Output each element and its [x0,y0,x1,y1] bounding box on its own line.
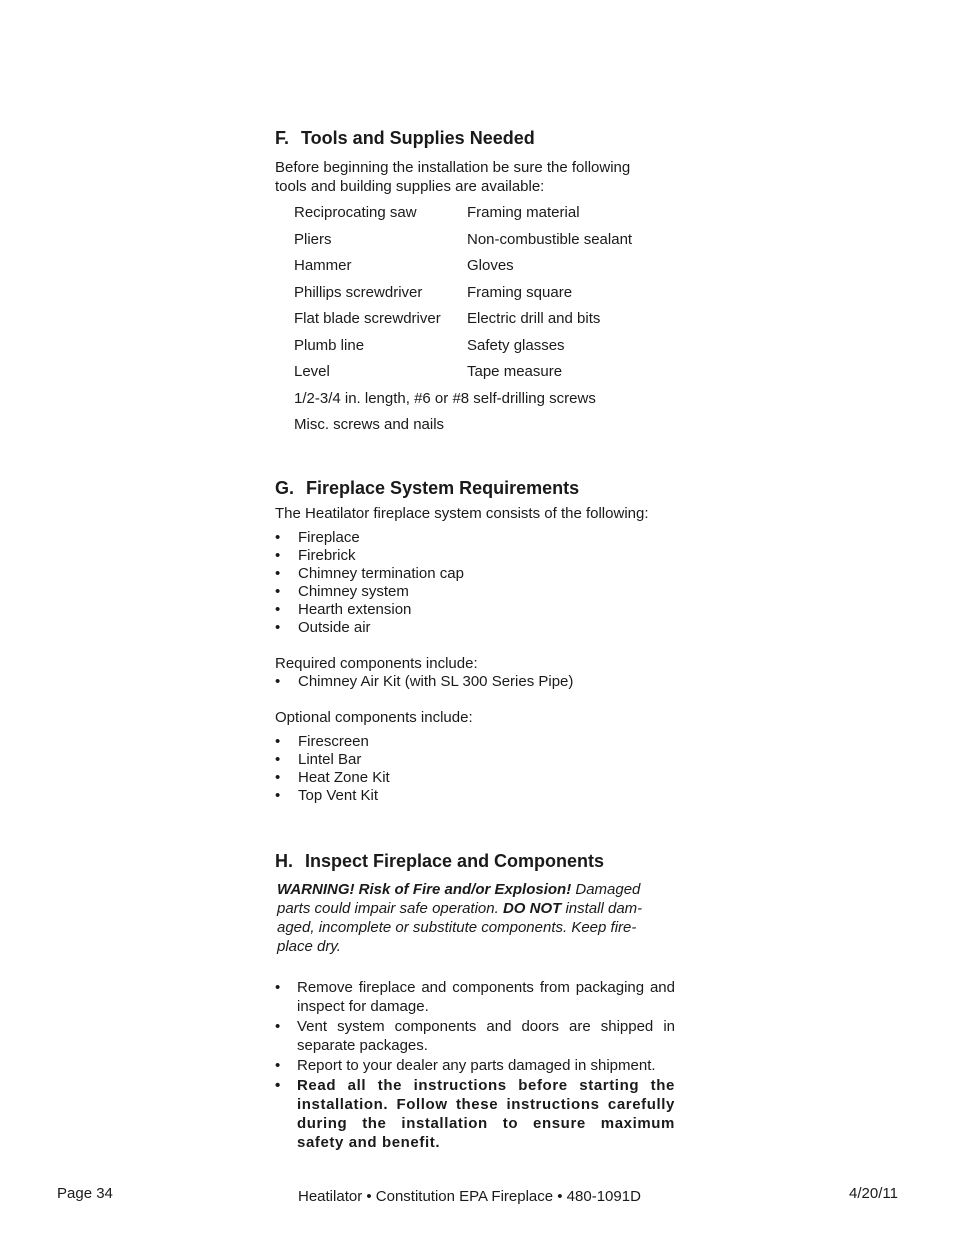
bullet: • [275,751,281,768]
list-item-text: Chimney system [298,583,409,600]
list-item [275,547,464,565]
bullet: • [275,583,281,600]
section-g-title: Fireplace System Requirements [306,478,580,498]
warning-label: WARNING! Risk of Fire and/or Explosion! [277,881,572,898]
tool-item: Pliers [294,230,332,248]
list-item-text: Heat Zone Kit [298,769,390,786]
list-item-text: Firebrick [298,547,356,564]
optional-label: Optional components include: [275,709,473,726]
tools-row [294,336,632,363]
list-item-text: Firescreen [298,733,369,750]
tool-item: Flat blade screwdriver [294,310,441,327]
bullet: • [275,787,281,804]
supply-item: Tape measure [467,363,563,380]
bullet: • [275,529,281,546]
list-item [275,583,464,601]
supply-item: Framing square [467,283,573,301]
warning-do-not: DO NOT [502,900,562,917]
required-label: Required components include: [275,655,478,672]
list-item-text: Lintel Bar [298,751,362,768]
list-item-text: Chimney termination cap [298,565,464,582]
list-item [275,751,390,769]
bullet: • [275,601,281,618]
section-g-letter: G. [275,478,295,498]
warning-text-1: Damaged parts could impair safe operation. [277,881,641,917]
required-items-list [275,673,573,691]
bullet: • [275,769,281,786]
inspect-list [275,978,675,1153]
list-item-text: Top Vent Kit [298,787,379,804]
list-item-text: Read all the instructions before starting the installation. Follow these instructions carefully during the installation to ensure maximum safety and benefit. [297,1077,675,1151]
section-f-intro-line1: Before beginning the installation be sure the following [275,159,631,176]
section-h-heading [275,850,604,872]
bullet: • [275,1018,281,1035]
tool-item: Phillips screwdriver [294,283,423,301]
tools-row [294,415,632,442]
section-h-letter: H. [275,851,293,871]
list-item [275,769,390,787]
bullet: • [275,733,281,750]
list-item-text: Outside air [298,619,371,636]
warning-notice [277,880,662,956]
list-item [275,1076,675,1152]
supply-item: Gloves [467,257,514,274]
bullet: • [275,1057,281,1074]
bullet: • [275,979,281,996]
bullet: • [275,565,281,582]
supply-item: Safety glasses [467,336,565,354]
tools-row [294,256,632,283]
footer-title: Heatilator • Constitution EPA Fireplace • 480-1091D [298,1188,641,1205]
list-item [275,787,390,805]
list-item [275,673,573,691]
bullet: • [275,1077,281,1094]
supply-item-misc: Misc. screws and nails [294,416,445,433]
list-item [275,619,464,637]
list-item-text: Hearth extension [298,601,412,618]
list-item-text: Remove fireplace and components from packaging and inspect for damage. [297,979,675,1015]
optional-items-list [275,733,390,805]
section-f-heading [275,127,535,149]
list-item [275,733,390,751]
list-item [275,565,464,583]
section-f-intro-line2: tools and building supplies are available: [275,178,545,195]
tools-row [294,230,632,257]
tools-row [294,309,632,336]
tools-row [294,389,632,416]
bullet: • [275,619,281,636]
supply-item: Electric drill and bits [467,310,601,327]
list-item-text: Vent system components and doors are shipped in separate packages. [297,1018,675,1054]
list-item [275,1017,675,1055]
section-h-title: Inspect Fireplace and Components [305,851,605,871]
tool-item: Plumb line [294,336,365,354]
bullet: • [275,547,281,564]
list-item-text: Fireplace [298,529,360,546]
list-item [275,1056,675,1075]
supply-item: Non-combustible sealant [467,230,633,248]
list-item [275,529,464,547]
warning-text-2: install dam-aged, incomplete or substitute components. Keep fire-place dry. [277,900,643,955]
tools-row [294,203,632,230]
section-f-intro [275,158,630,196]
tools-list [294,203,632,442]
footer-date: 4/20/11 [849,1185,898,1202]
system-items-list [275,529,464,637]
section-f-letter: F. [275,128,290,148]
tool-item: Hammer [294,257,352,274]
tool-item: Reciprocating saw [294,204,417,221]
supply-item: Framing material [467,204,580,221]
section-g-intro: The Heatilator fireplace system consists of the following: [275,505,649,522]
tool-item: Level [294,363,330,380]
page-number: Page 34 [57,1185,113,1202]
section-g-heading [275,477,579,499]
section-f-title: Tools and Supplies Needed [301,128,535,148]
list-item [275,601,464,619]
list-item-text: Chimney Air Kit (with SL 300 Series Pipe) [298,673,574,690]
bullet: • [275,673,281,690]
supply-item-screws: 1/2-3/4 in. length, #6 or #8 self-drilling screws [294,389,596,407]
tools-row [294,362,632,389]
tools-row [294,283,632,310]
list-item [275,978,675,1016]
list-item-text: Report to your dealer any parts damaged in shipment. [297,1057,656,1074]
